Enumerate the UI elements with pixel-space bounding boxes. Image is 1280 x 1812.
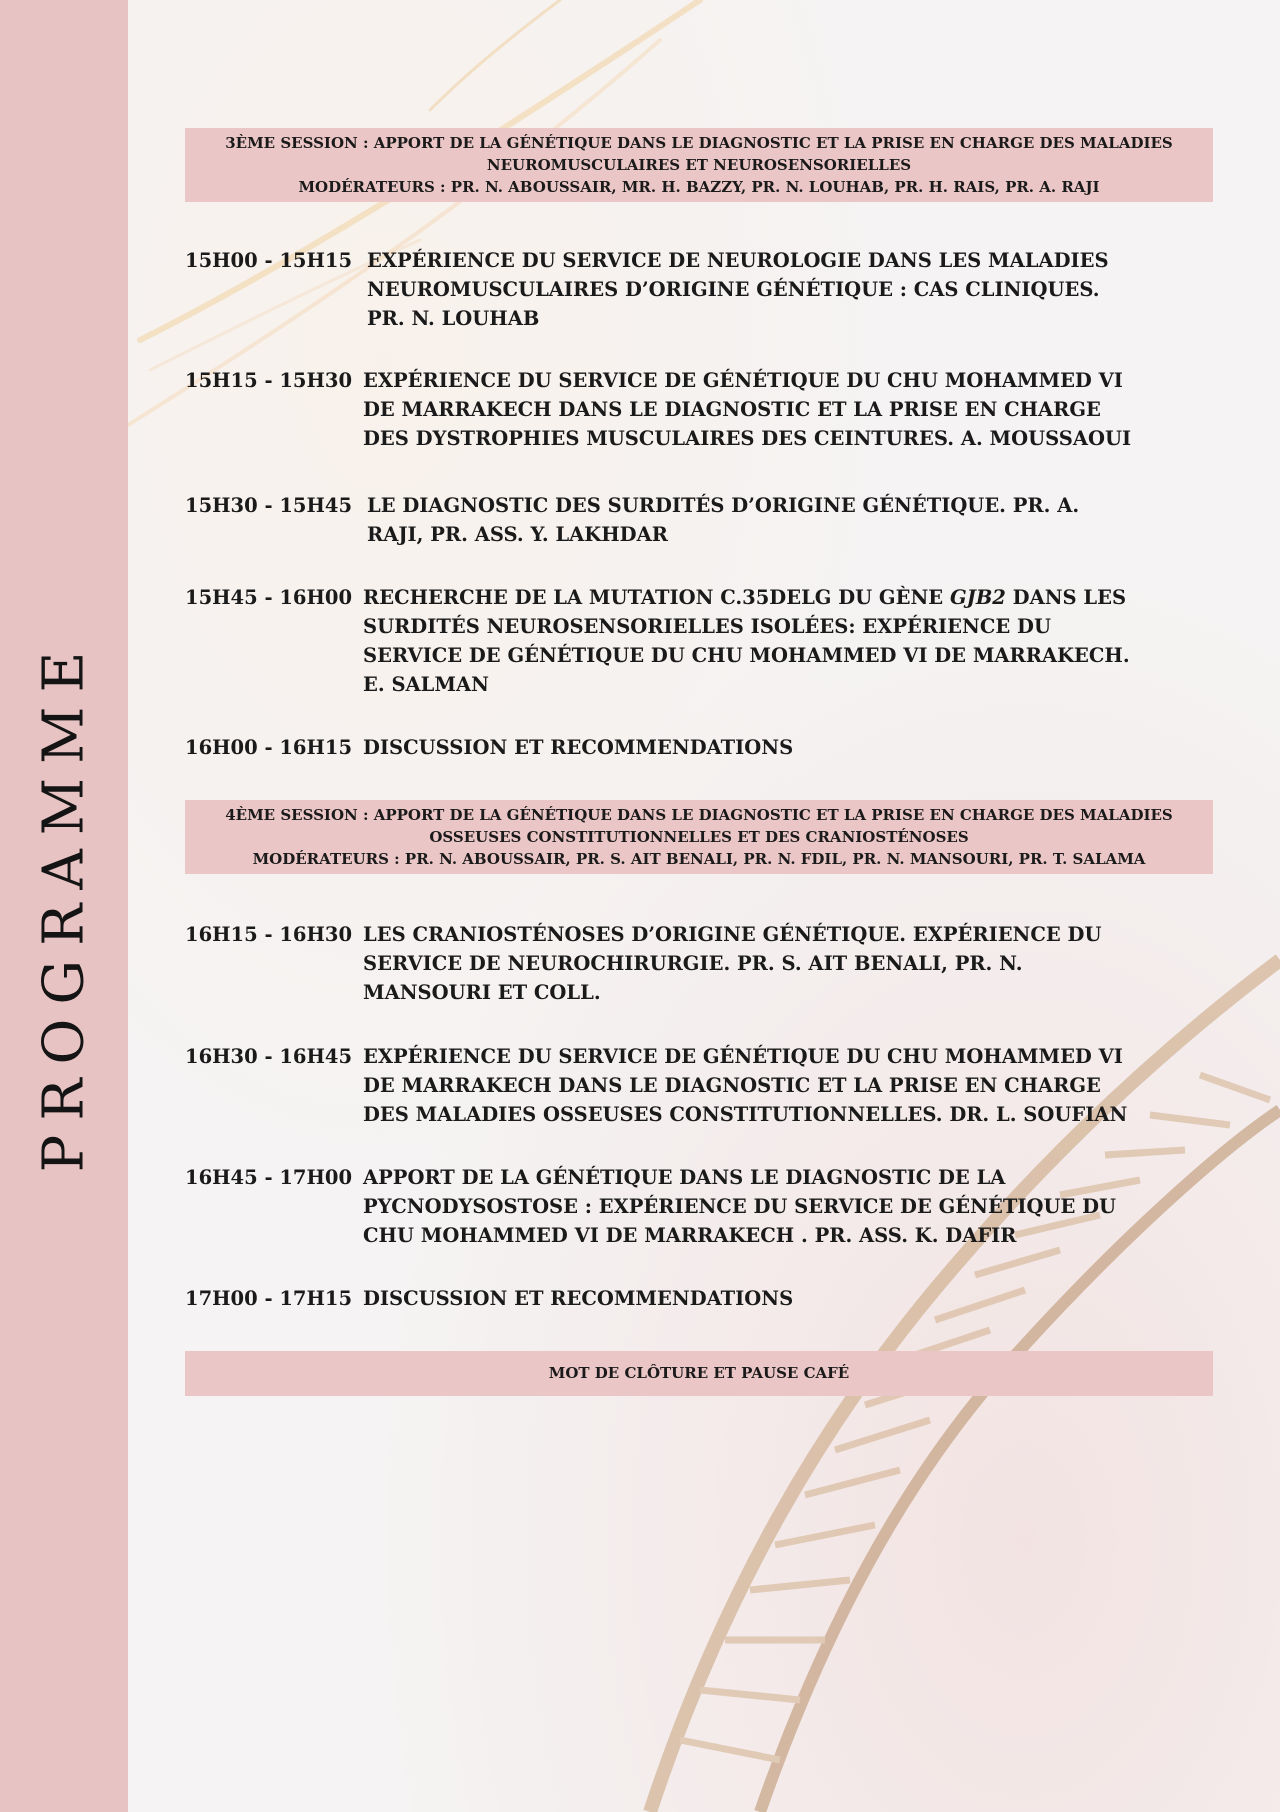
talk-line: SERVICE DE GÉNÉTIQUE DU CHU MOHAMMED VI DE MARRAKECH.	[363, 644, 1130, 667]
time-slot: 15H30 - 15H45	[185, 494, 353, 517]
talk-line: LES CRANIOSTÉNOSES D’ORIGINE GÉNÉTIQUE. EXPÉRIENCE DU	[363, 923, 1102, 946]
time-slot: 17H00 - 17H15	[185, 1287, 353, 1310]
talk-description	[363, 583, 1280, 699]
talk-line: APPORT DE LA GÉNÉTIQUE DANS LE DIAGNOSTIC DE LA	[363, 1166, 1006, 1189]
session-3-header	[185, 128, 1213, 202]
talk-line: SERVICE DE NEUROCHIRURGIE. PR. S. AIT BENALI, PR. N.	[363, 952, 1023, 975]
time-slot: 16H45 - 17H00	[185, 1166, 353, 1189]
talk-line: EXPÉRIENCE DU SERVICE DE GÉNÉTIQUE DU CHU MOHAMMED VI	[363, 369, 1123, 392]
talk-line: PR. N. LOUHAB	[367, 307, 540, 330]
talk-line: DE MARRAKECH DANS LE DIAGNOSTIC ET LA PRISE EN CHARGE	[363, 398, 1101, 421]
gene-name: GJB2	[949, 586, 1006, 609]
talk-line: RAJI, PR. ASS. Y. LAKHDAR	[367, 523, 668, 546]
talk-description	[367, 246, 1280, 333]
talk-description	[363, 366, 1280, 453]
talk-line: DES DYSTROPHIES MUSCULAIRES DES CEINTURES. A. MOUSSAOUI	[363, 427, 1132, 450]
talk-line: EXPÉRIENCE DU SERVICE DE GÉNÉTIQUE DU CHU MOHAMMED VI	[363, 1045, 1123, 1068]
talk-line: EXPÉRIENCE DU SERVICE DE NEUROLOGIE DANS LES MALADIES	[367, 249, 1109, 272]
talk-line: SURDITÉS NEUROSENSORIELLES ISOLÉES: EXPÉRIENCE DU	[363, 615, 1051, 638]
session-4-title: 4ÈME SESSION : APPORT DE LA GÉNÉTIQUE DANS LE DIAGNOSTIC ET LA PRISE EN CHARGE DES MALADIES	[225, 806, 1173, 824]
talk-line: NEUROMUSCULAIRES D’ORIGINE GÉNÉTIQUE : CAS CLINIQUES.	[367, 278, 1100, 301]
session-3-title: 3ÈME SESSION : APPORT DE LA GÉNÉTIQUE DANS LE DIAGNOSTIC ET LA PRISE EN CHARGE DES MALADIES	[225, 134, 1173, 152]
talk-description	[363, 733, 1280, 762]
talk-line	[363, 583, 1280, 612]
talk-line-text: RECHERCHE DE LA MUTATION C.35DELG DU GÈNE	[363, 586, 950, 609]
session-3-title-continued: NEUROMUSCULAIRES ET NEUROSENSORIELLES	[486, 156, 912, 174]
talk-line: E. SALMAN	[363, 673, 489, 696]
talk-line: CHU MOHAMMED VI DE MARRAKECH . PR. ASS. K. DAFIR	[363, 1224, 1017, 1247]
talk-line-text: DANS LES	[1005, 586, 1127, 609]
talk-description	[363, 1284, 1280, 1313]
talk-line: DE MARRAKECH DANS LE DIAGNOSTIC ET LA PRISE EN CHARGE	[363, 1074, 1101, 1097]
session-4-title-continued: OSSEUSES CONSTITUTIONNELLES ET DES CRANIOSTÉNOSES	[429, 828, 969, 846]
session-4-header	[185, 800, 1213, 874]
time-slot: 15H00 - 15H15	[185, 249, 353, 272]
talk-description	[363, 1042, 1280, 1129]
time-slot: 15H45 - 16H00	[185, 586, 353, 609]
talk-description	[363, 1163, 1280, 1250]
time-slot: 15H15 - 15H30	[185, 369, 353, 392]
session-4-moderators: MODÉRATEURS : PR. N. ABOUSSAIR, PR. S. AIT BENALI, PR. N. FDIL, PR. N. MANSOURI, PR. T. SALAMA	[252, 850, 1146, 868]
time-slot: 16H15 - 16H30	[185, 923, 353, 946]
talk-line: LE DIAGNOSTIC DES SURDITÉS D’ORIGINE GÉNÉTIQUE. PR. A.	[367, 494, 1080, 517]
talk-line: DISCUSSION ET RECOMMENDATIONS	[363, 1287, 794, 1310]
talk-line: DES MALADIES OSSEUSES CONSTITUTIONNELLES. DR. L. SOUFIAN	[363, 1103, 1128, 1126]
programme-vertical-title: PROGRAMME	[31, 637, 97, 1173]
time-slot: 16H30 - 16H45	[185, 1045, 353, 1068]
talk-description	[367, 491, 1280, 549]
session-3-moderators: MODÉRATEURS : PR. N. ABOUSSAIR, MR. H. BAZZY, PR. N. LOUHAB, PR. H. RAIS, PR. A. RAJI	[298, 178, 1100, 196]
talk-line: DISCUSSION ET RECOMMENDATIONS	[363, 736, 794, 759]
time-slot: 16H00 - 16H15	[185, 736, 353, 759]
talk-line: PYCNODYSOSTOSE : EXPÉRIENCE DU SERVICE DE GÉNÉTIQUE DU	[363, 1195, 1117, 1218]
talk-line: MANSOURI ET COLL.	[363, 981, 601, 1004]
talk-description	[363, 920, 1280, 1007]
closing-banner: MOT DE CLÔTURE ET PAUSE CAFÉ	[185, 1351, 1213, 1396]
